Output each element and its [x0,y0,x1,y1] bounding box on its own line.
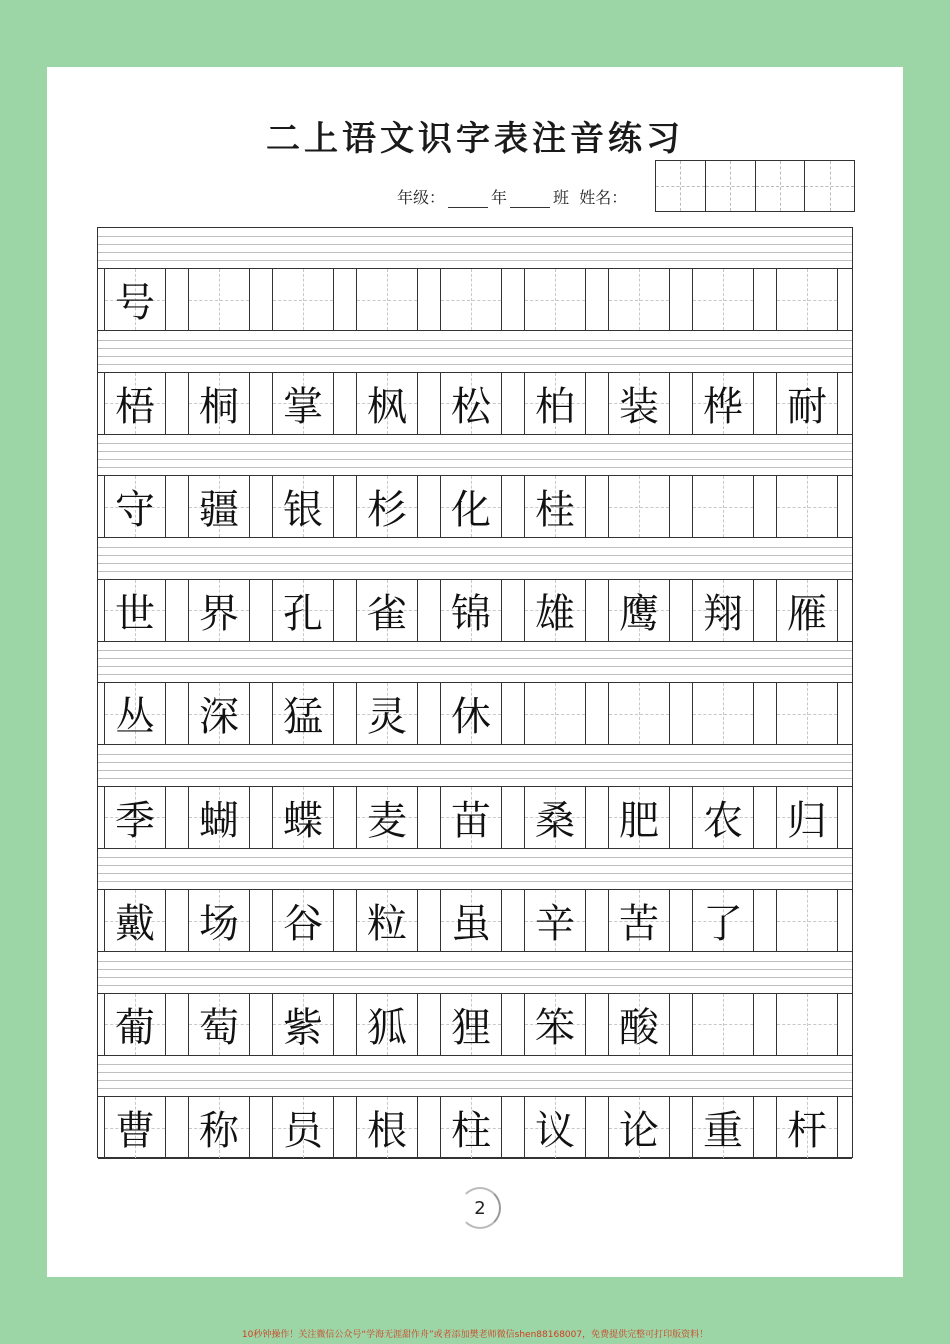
pinyin-line [98,1088,852,1089]
pinyin-line [98,547,852,548]
pinyin-line [98,1080,852,1081]
character-cell[interactable] [776,1097,838,1158]
character-cell[interactable] [776,890,838,951]
character [525,683,585,744]
character: 灵 [367,694,407,740]
character: 紫 [283,1004,323,1051]
character: 论 [619,1108,659,1154]
character: 蝶 [283,797,323,844]
character: 酸 [619,1004,659,1051]
character: 丛 [115,694,155,740]
character-cell[interactable] [104,890,166,951]
grade-label: 年级： [397,188,446,207]
character-row [98,993,852,1056]
character-cell[interactable] [440,476,502,537]
character: 议 [535,1108,575,1154]
character: 麦 [367,797,407,844]
character-cell[interactable] [692,994,754,1055]
pinyin-band[interactable] [98,849,852,889]
pinyin-line [98,443,852,444]
character: 戴 [115,901,155,947]
character [777,994,837,1055]
name-box[interactable] [756,161,806,211]
character: 守 [115,487,155,533]
worksheet-page [47,67,903,1277]
character: 孔 [283,590,323,637]
pinyin-line [98,1072,852,1073]
character-cell[interactable] [524,787,586,848]
character-row [98,786,852,849]
character: 柱 [451,1108,491,1154]
character-cell[interactable] [608,373,670,434]
pinyin-line [98,571,852,572]
page-number: 2 [459,1187,501,1229]
character-row [98,1096,852,1159]
character-cell[interactable] [188,580,250,641]
character: 梧 [115,383,155,430]
character-cell[interactable] [272,269,334,330]
pinyin-band[interactable] [98,1056,852,1096]
character-cell[interactable] [356,269,418,330]
character-cell[interactable] [776,269,838,330]
character-cell[interactable] [524,269,586,330]
character: 桂 [535,487,575,533]
grade-blank[interactable] [448,193,488,208]
worksheet-title: 二上语文识字表注音练习 [266,119,684,159]
character: 鹰 [619,590,659,637]
character: 装 [619,383,659,430]
character-cell[interactable] [188,683,250,744]
character: 世 [115,590,155,637]
character: 枫 [367,383,407,430]
character-cell[interactable] [356,373,418,434]
character [777,269,837,330]
character-cell[interactable] [608,890,670,951]
character-cell[interactable] [440,1097,502,1158]
character: 归 [787,797,827,844]
character-row [98,682,852,745]
pinyin-line [98,364,852,365]
pinyin-band[interactable] [98,642,852,682]
character-cell[interactable] [272,1097,334,1158]
character-cell[interactable] [188,787,250,848]
character: 农 [703,797,743,844]
character-cell[interactable] [104,269,166,330]
character-cell[interactable] [356,994,418,1055]
pinyin-line [98,857,852,858]
character: 谷 [283,901,323,947]
pinyin-line [98,977,852,978]
character: 号 [115,280,155,326]
character-cell[interactable] [608,580,670,641]
character: 狐 [367,1004,407,1051]
character-row [98,889,852,952]
name-box[interactable] [805,161,854,211]
character-cell[interactable] [272,994,334,1055]
character-cell[interactable] [608,683,670,744]
character [693,476,753,537]
pinyin-line [98,658,852,659]
character-row [98,579,852,642]
character: 重 [703,1108,743,1154]
pinyin-line [98,459,852,460]
character: 疆 [199,487,239,533]
character [609,269,669,330]
character: 场 [199,901,239,947]
pinyin-line [98,260,852,261]
character-cell[interactable] [104,373,166,434]
character-cell[interactable] [608,269,670,330]
character [693,683,753,744]
character-cell[interactable] [104,476,166,537]
pinyin-line [98,770,852,771]
year-label: 年 [491,188,508,207]
character-cell[interactable] [692,890,754,951]
character-cell[interactable] [524,1097,586,1158]
pinyin-line [98,252,852,253]
name-boxes[interactable] [655,160,855,212]
character-cell[interactable] [188,890,250,951]
pinyin-band[interactable] [98,953,852,993]
character-cell[interactable] [776,580,838,641]
character-cell[interactable] [356,683,418,744]
character-cell[interactable] [440,373,502,434]
character-cell[interactable] [692,1097,754,1158]
character-cell[interactable] [272,373,334,434]
pinyin-line [98,985,852,986]
character: 休 [451,694,491,740]
character: 根 [367,1108,407,1154]
pinyin-line [98,865,852,866]
character [357,269,417,330]
character-cell[interactable] [608,476,670,537]
character-cell[interactable] [104,580,166,641]
character-row [98,475,852,538]
character-cell[interactable] [692,373,754,434]
pinyin-band[interactable] [98,746,852,786]
pinyin-line [98,674,852,675]
character-cell[interactable] [776,683,838,744]
character-cell[interactable] [440,994,502,1055]
character-cell[interactable] [692,476,754,537]
character-cell[interactable] [272,683,334,744]
character [693,994,753,1055]
pinyin-line [98,1064,852,1065]
character-cell[interactable] [104,787,166,848]
character [441,269,501,330]
name-box[interactable] [656,161,706,211]
character: 猛 [283,694,323,740]
character: 狸 [451,1004,491,1051]
character: 雁 [787,590,827,637]
name-label: 姓名： [579,188,628,207]
character: 柏 [535,383,575,430]
character-cell[interactable] [356,476,418,537]
character: 员 [283,1108,323,1154]
character-cell[interactable] [440,890,502,951]
pinyin-band[interactable] [98,435,852,475]
character-cell[interactable] [692,683,754,744]
character: 蝴 [199,797,239,844]
character: 松 [451,383,491,430]
character: 化 [451,487,491,533]
character-cell[interactable] [188,269,250,330]
character: 苗 [451,797,491,844]
pinyin-line [98,969,852,970]
character-cell[interactable] [524,683,586,744]
character-cell[interactable] [524,373,586,434]
character: 锦 [451,590,491,637]
pinyin-line [98,961,852,962]
character-cell[interactable] [104,683,166,744]
character: 季 [115,797,155,844]
character-cell[interactable] [776,994,838,1055]
character-cell[interactable] [524,476,586,537]
character-cell[interactable] [272,890,334,951]
class-blank[interactable] [510,193,550,208]
character-cell[interactable] [188,994,250,1055]
character-cell[interactable] [188,1097,250,1158]
character-cell[interactable] [524,580,586,641]
pinyin-line [98,555,852,556]
character-cell[interactable] [272,580,334,641]
character: 了 [703,901,743,947]
character-cell[interactable] [356,580,418,641]
pinyin-band[interactable] [98,332,852,372]
character: 曹 [115,1108,155,1154]
character: 称 [199,1108,239,1154]
pinyin-line [98,348,852,349]
character: 耐 [787,383,827,430]
character-cell[interactable] [440,787,502,848]
character [525,269,585,330]
character-cell[interactable] [440,683,502,744]
character-cell[interactable] [272,476,334,537]
character-cell[interactable] [692,580,754,641]
character: 杆 [787,1108,827,1154]
character: 萄 [199,1004,239,1051]
character [693,269,753,330]
character: 桐 [199,383,239,430]
character-cell[interactable] [356,787,418,848]
character [777,476,837,537]
character: 葡 [115,1004,155,1051]
character [777,683,837,744]
pinyin-line [98,650,852,651]
character [189,269,249,330]
character: 笨 [535,1004,575,1051]
character: 界 [199,590,239,637]
character-cell[interactable] [104,994,166,1055]
character: 杉 [367,487,407,533]
class-label: 班 [553,188,570,207]
pinyin-line [98,244,852,245]
character-grid [97,227,853,1158]
character-cell[interactable] [692,787,754,848]
pinyin-band[interactable] [98,539,852,579]
character: 翔 [703,590,743,637]
pinyin-line [98,236,852,237]
character [609,476,669,537]
character-cell[interactable] [608,787,670,848]
pinyin-line [98,881,852,882]
character: 辛 [535,901,575,947]
character-cell[interactable] [356,1097,418,1158]
student-info [397,185,627,208]
character-cell[interactable] [776,787,838,848]
character [609,683,669,744]
pinyin-line [98,778,852,779]
pinyin-line [98,467,852,468]
pinyin-line [98,754,852,755]
character: 虽 [451,901,491,947]
character-row [98,268,852,331]
character-cell[interactable] [776,373,838,434]
character: 掌 [283,383,323,430]
character: 深 [199,694,239,740]
character-cell[interactable] [608,1097,670,1158]
character-cell[interactable] [188,476,250,537]
pinyin-line [98,563,852,564]
character-cell[interactable] [692,269,754,330]
character: 雄 [535,590,575,637]
pinyin-band[interactable] [98,228,852,268]
pinyin-line [98,451,852,452]
character-cell[interactable] [524,994,586,1055]
character-cell[interactable] [776,476,838,537]
character-cell[interactable] [188,373,250,434]
character: 桦 [703,383,743,430]
character [273,269,333,330]
character: 粒 [367,901,407,947]
footer-note: 10秒钟操作！关注微信公众号“学海无涯甜作舟”或者添加樊老师微信shen88168007，免费提供完整可打印版资料！ [241,1330,709,1340]
character-cell[interactable] [524,890,586,951]
pinyin-line [98,762,852,763]
pinyin-line [98,356,852,357]
character-row [98,372,852,435]
character: 桑 [535,797,575,844]
character-cell[interactable] [272,787,334,848]
pinyin-line [98,873,852,874]
character-cell[interactable] [104,1097,166,1158]
character: 苦 [619,901,659,947]
character-cell[interactable] [608,994,670,1055]
character: 雀 [367,590,407,637]
character: 肥 [619,797,659,844]
pinyin-line [98,340,852,341]
name-box[interactable] [706,161,756,211]
character: 银 [283,487,323,533]
character [777,890,837,951]
character-cell[interactable] [356,890,418,951]
character-cell[interactable] [440,269,502,330]
pinyin-line [98,666,852,667]
character-cell[interactable] [440,580,502,641]
